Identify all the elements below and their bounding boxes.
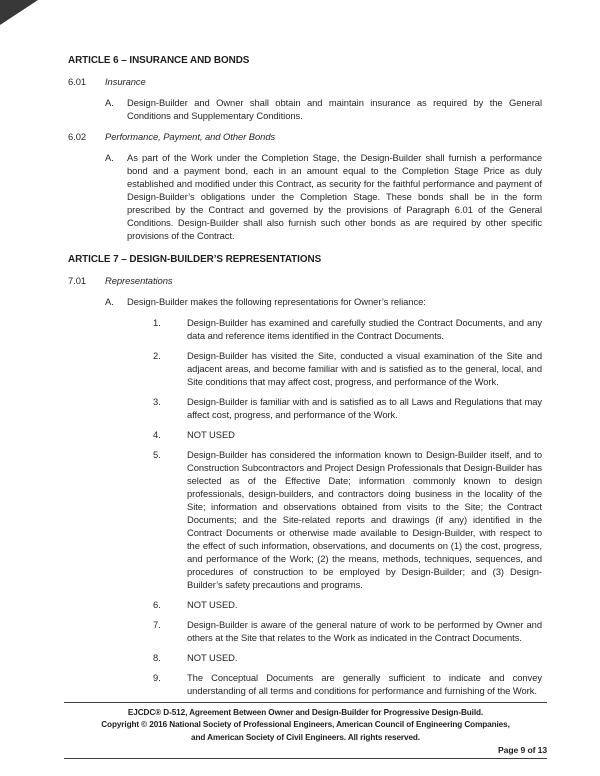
item-number: 6. [153, 599, 161, 610]
section-7-01 [68, 274, 542, 287]
paragraph-letter: A. [105, 97, 114, 108]
list-item-4 [68, 428, 542, 441]
item-number: 1. [153, 317, 161, 328]
item-text: NOT USED [187, 429, 235, 440]
item-text: Design-Builder is aware of the general nature of work to be performed by Owner and others at the Site that relates to the Work as indicated in the Contract Documents. [187, 619, 542, 643]
item-number: 9. [153, 672, 161, 683]
item-text: The Conceptual Documents are generally sufficient to indicate and convey understanding of all terms and conditions for performance and furnishing of the Work. [187, 672, 542, 696]
item-text: Design-Builder has considered the information known to Design-Builder itself, and to Construction Subcontractors and Project Design Professionals that Design-Builder has selected as of the Effective Date; information commonly known to design professionals, design-builders, and contractors doing business in the locality of the Site; information and observations obtained from visits to the Site; the Contract Documents; and the Site-related reports and drawings (if any) identified in the Contract Documents or otherwise made available to Design-Builder, with respect to the effect of such information, observations, and documents on (1) the cost, progress, and performance of the Work; (2) the means, methods, techniques, sequences, and procedures of construction to be employed by Design-Builder; and (3) Design-Builder’s safety precautions and programs. [187, 449, 542, 590]
section-6-02 [68, 130, 542, 143]
corner-fold-icon [0, 0, 38, 25]
item-number: 2. [153, 350, 161, 361]
section-number: 7.01 [68, 275, 87, 286]
section-number: 6.01 [68, 76, 87, 87]
paragraph-text: Design-Builder makes the following representations for Owner’s reliance: [127, 296, 426, 307]
paragraph-letter: A. [105, 152, 114, 163]
footer-title-line: EJCDC® D-512, Agreement Between Owner and Design-Builder for Progressive Design-Build. [127, 708, 484, 717]
footer-copyright-line-2: and American Society of Civil Engineers. All rights reserved. [191, 732, 420, 742]
section-title: Performance, Payment, and Other Bonds [105, 131, 276, 142]
section-title: Insurance [105, 76, 146, 87]
list-item-7 [68, 618, 542, 644]
section-title: Representations [105, 275, 173, 286]
item-text: Design-Builder is familiar with and is satisfied as to all Laws and Regulations that may affect cost, progress, and performance of the Work. [187, 396, 542, 420]
list-item-5 [68, 448, 542, 591]
document-content [68, 54, 542, 704]
list-item-1 [68, 316, 542, 342]
item-number: 3. [153, 396, 161, 407]
page-number: Page 9 of 13 [64, 744, 547, 758]
paragraph-6-02-a [68, 151, 542, 242]
item-text: Design-Builder has examined and carefully studied the Contract Documents, and any data and reference items identified in the Contract Documents. [187, 317, 542, 341]
article-6-heading: ARTICLE 6 – INSURANCE AND BONDS [68, 55, 250, 66]
list-item-2 [68, 349, 542, 388]
item-number: 8. [153, 652, 161, 663]
item-text: NOT USED. [187, 599, 238, 610]
page-footer [64, 702, 547, 759]
article-7-heading: ARTICLE 7 – DESIGN-BUILDER’S REPRESENTATIONS [68, 254, 322, 265]
list-item-8 [68, 651, 542, 664]
item-number: 5. [153, 449, 161, 460]
section-number: 6.02 [68, 131, 87, 142]
list-item-3 [68, 395, 542, 421]
footer-copyright-line: Copyright © 2016 National Society of Professional Engineers, American Council of Engineering Companies, [101, 720, 510, 730]
item-text: NOT USED. [187, 652, 238, 663]
list-item-9 [68, 671, 542, 697]
list-item-6 [68, 598, 542, 611]
paragraph-text: Design-Builder and Owner shall obtain and maintain insurance as required by the General Conditions and Supplementary Conditions. [127, 97, 542, 121]
section-6-01 [68, 75, 542, 88]
paragraph-text: As part of the Work under the Completion Stage, the Design-Builder shall furnish a performance bond and a payment bond, each in an amount equal to the Completion Stage Price as duly established and modified under this Contract, as security for the faithful performance and payment of Design-Builder’s obligations under the Completion Stage. These bonds shall be in the form prescribed by the Contract and governed by the provisions of Paragraph 6.01 of the General Conditions. Design-Builder shall also furnish such other bonds as are required by other specific provisions of the Contract. [127, 152, 542, 241]
item-number: 4. [153, 429, 161, 440]
item-text: Design-Builder has visited the Site, conducted a visual examination of the Site and adjacent areas, and become familiar with and is satisfied as to the general, local, and Site conditions that may affect cost, progress, and performance of the Work. [187, 350, 542, 387]
paragraph-6-01-a [68, 96, 542, 122]
paragraph-letter: A. [105, 296, 114, 307]
paragraph-7-01-a [68, 295, 542, 308]
item-number: 7. [153, 619, 161, 630]
